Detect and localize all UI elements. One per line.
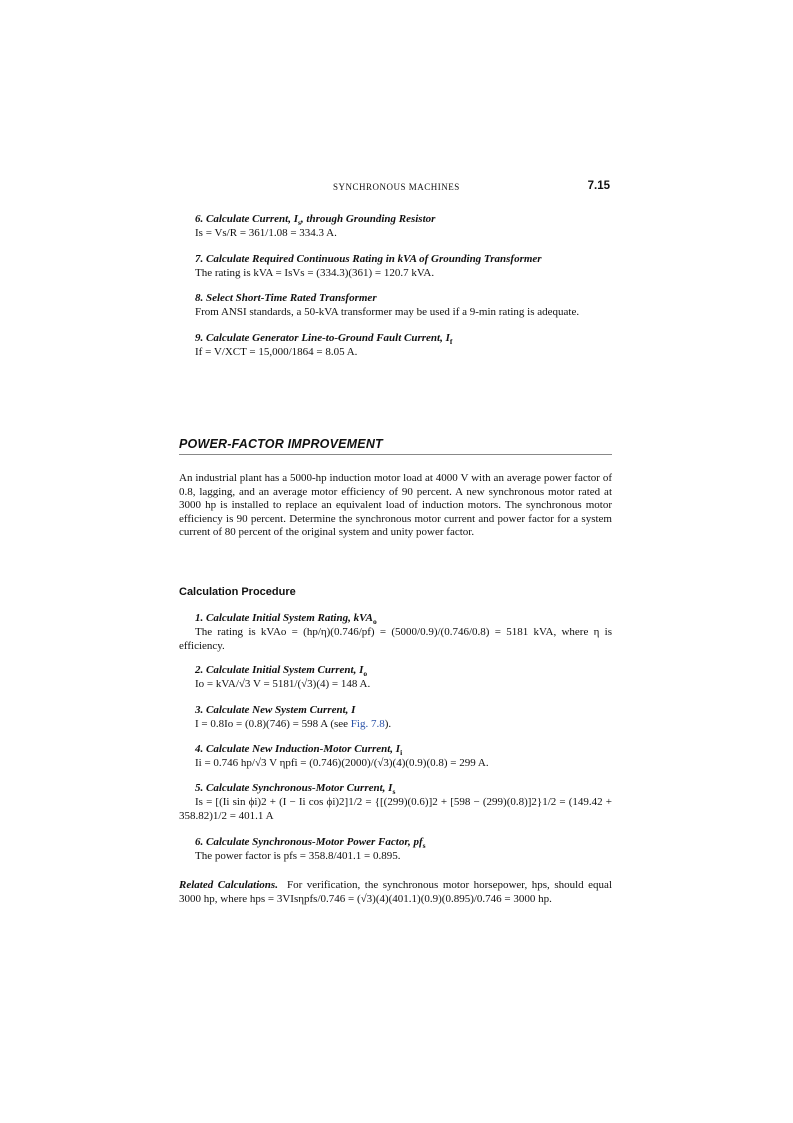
step-body: The rating is kVA = IsVs = (334.3)(361) = 120.7 kVA. — [195, 267, 435, 279]
related-text: For verification, the synchronous motor horsepower, hps, should equal 3000 hp, where hps = 3VIsηpfs/0.746 = (√3)(4)(401.1)(0.9)(0.895)/0.746 = 3000 hp. — [179, 879, 612, 905]
page-number: 7.15 — [587, 180, 610, 192]
step-heading: 3. Calculate New System Current, I — [195, 704, 356, 716]
step-7-top — [179, 252, 612, 280]
step-6 — [179, 835, 612, 863]
step-body: The power factor is pfs = 358.8/401.1 = 0.895. — [195, 850, 401, 862]
problem-statement: An industrial plant has a 5000-hp induction motor load at 4000 V with an average power factor of 0.8, lagging, and an average motor efficiency of 90 percent. A new synchronous motor rated at 3000 hp is installed to replace an equivalent load of induction motors. The synchronous motor efficiency is 90 percent. Determine the synchronous motor current and power factor for a system current of 80 percent of the original system and unity power factor. — [179, 472, 612, 539]
related-label: Related Calculations. — [179, 879, 278, 891]
step-heading: 9. Calculate Generator Line-to-Ground Fault Current, $I_f$ — [195, 332, 453, 347]
section-rule — [179, 454, 612, 455]
step-body: From ANSI standards, a 50-kVA transformer may be used if a 9-min rating is adequate. — [195, 306, 580, 318]
step-3 — [179, 703, 612, 731]
step-8-top — [179, 291, 612, 319]
step-heading: 6. Calculate Synchronous-Motor Power Factor, $pf_s$ — [195, 836, 426, 851]
step-body: Is = [(Ii sin ϕi)2 + (I − Ii cos ϕi)2]1/2 = {[(299)(0.6)]2 + [598 − (299)(0.8)]2}1/2 = (149.42 + 358.82)1/2 = 401.1 A — [179, 796, 612, 822]
step-2 — [179, 663, 612, 691]
step-9-top — [179, 331, 612, 359]
running-head: SYNCHRONOUS MACHINES — [333, 182, 460, 192]
section-title: POWER-FACTOR IMPROVEMENT — [179, 437, 383, 451]
step-heading: 8. Select Short-Time Rated Transformer — [195, 292, 377, 304]
page-header — [179, 181, 612, 195]
step-heading: 7. Calculate Required Continuous Rating in kVA of Grounding Transformer — [195, 253, 542, 265]
step-body: The rating is kVAo = (hp/η)(0.746/pf) = (5000/0.9)/(0.746/0.8) = 5181 kVA, where η is efficiency. — [179, 626, 612, 652]
step-body: I = 0.8Io = (0.8)(746) = 598 A (see Fig. 7.8). — [195, 718, 392, 730]
step-5 — [179, 781, 612, 823]
step-1 — [179, 611, 612, 653]
step-body: Is = Vs/R = 361/1.08 = 334.3 A. — [195, 227, 337, 239]
step-body: Ii = 0.746 hp/√3 V ηpfi = (0.746)(2000)/(√3)(4)(0.9)(0.8) = 299 A. — [195, 757, 489, 769]
step-6-top — [179, 212, 612, 240]
step-heading: 4. Calculate New Induction-Motor Current, $I_i$ — [195, 743, 403, 758]
related-calculations — [179, 878, 612, 906]
step-body: If = V/XCT = 15,000/1864 = 8.05 A. — [195, 346, 358, 358]
step-body: Io = kVA/√3 V = 5181/(√3)(4) = 148 A. — [195, 678, 371, 690]
step-4 — [179, 742, 612, 770]
step-heading: 1. Calculate Initial System Rating, kVA$_o$ — [195, 612, 377, 627]
step-heading: 6. Calculate Current, $I_s$, through Grounding Resistor — [195, 213, 436, 228]
step-heading: 2. Calculate Initial System Current, $I_o$ — [195, 664, 368, 679]
procedure-title: Calculation Procedure — [179, 586, 296, 598]
step-heading: 5. Calculate Synchronous-Motor Current, $I_s$ — [195, 782, 396, 797]
figure-link[interactable]: Fig. 7.8 — [350, 718, 385, 730]
